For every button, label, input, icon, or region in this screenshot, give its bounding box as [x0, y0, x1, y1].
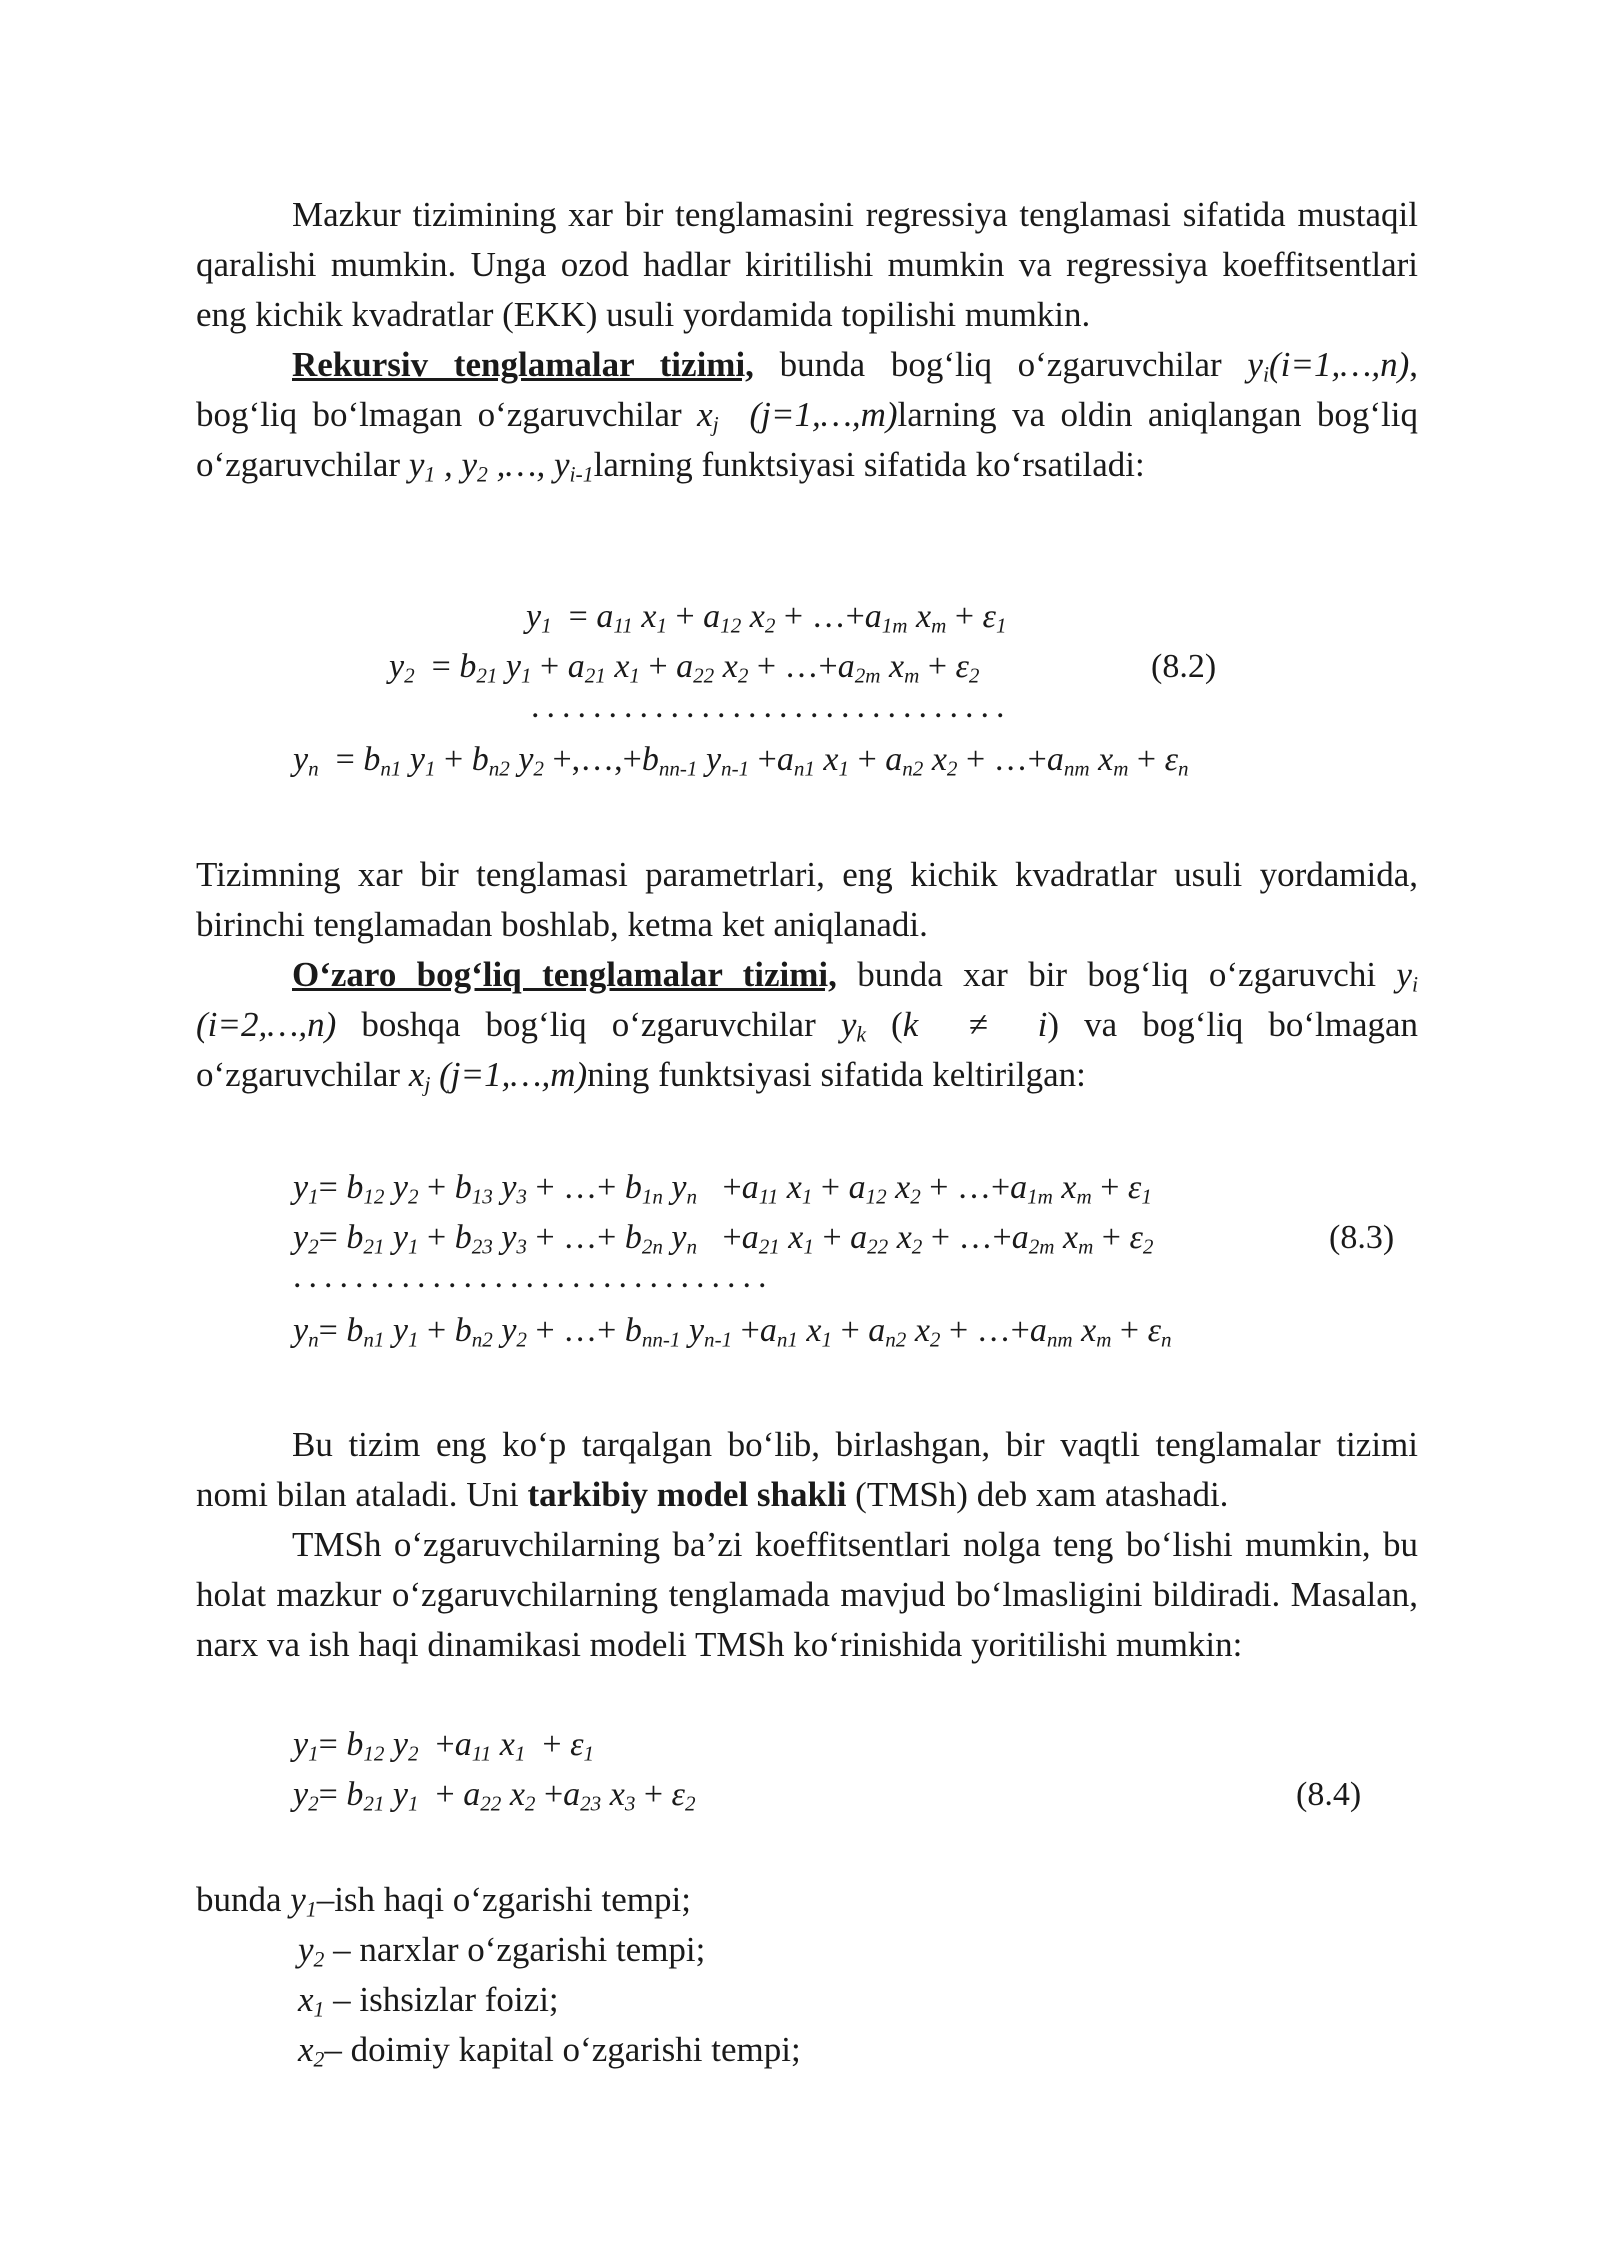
- paragraph-2: Rekursiv tenglamalar tizimi, bunda bog‘liq o‘zgaruvchilar $y_i(i=1,\dots,n)$, bog‘liq bo‘lmagan o‘zgaruvchilar $x_j$ (j=1,…,m)larning va oldin aniqlangan bog‘liq o‘zgaruvchilar $y_1$ , $y_2$ ,…, $y_{i-1}larning$ funktsiyasi sifatida ko‘rsatiladi:: [196, 345, 1418, 487]
- equation-8-2-row-1: $y_1 = a_{11}$ $x_1 + a_{12}$ $x_2$ + $\dots+a_{1m}$ $x_m + \varepsilon_1$: [526, 598, 1007, 638]
- paragraph-6: TMSh o‘zgaruvchilarning ba’zi koeffitsentlari nolga teng bo‘lishi mumkin, bu holat mazkur o‘zgaruvchilarning tenglamada mavjud bo‘lmasligini bildiradi. Masalan, narx va ish haqi dinamikasi modeli TMSh ko‘rinishida yoritilishi mumkin:: [196, 1525, 1418, 1664]
- equation-8-2-row-n: $y_n = b_{n1}$ $y_1 + b_{n2}$ $y_2$ $+,\dots,+b_{nn-1}$ $y_{n-1} +a_{n1}$ $x_1 + a_{n2}$ $x_2$ + $\dots+a_{nm}$ $x_m + \varepsilon_n$: [293, 741, 1189, 781]
- definition-y1: bunda $y_1$–ish haqi o‘zgarishi tempi;: [196, 1880, 691, 1922]
- definition-x1: $x_1$ – ishsizlar foizi;: [298, 1980, 559, 2022]
- equation-8-4-row-1: $y_1= b_{12}$ $y_2 +a_{11}$ $x_1 + \varepsilon_1$: [293, 1726, 595, 1766]
- heading-recursive-system: Rekursiv tenglamalar tizimi,: [292, 345, 754, 384]
- paragraph-5: Bu tizim eng ko‘p tarqalgan bo‘lib, birlashgan, bir vaqtli tenglamalar tizimi nomi bilan ataladi. Uni tarkibiy model shakli (TMSh) deb xam atashadi.: [196, 1425, 1418, 1514]
- definition-y2: $y_2$ – narxlar o‘zgarishi tempi;: [298, 1930, 706, 1972]
- equation-8-4-row-2: $y_2= b_{21}$ $y_1 + a_{22}$ $x_2 +a_{23}$ $x_3 + \varepsilon_2$: [293, 1776, 696, 1816]
- equation-label-8-3: (8.3): [1329, 1219, 1395, 1256]
- definition-x2: $x_2-$ doimiy kapital o‘zgarishi tempi;: [298, 2030, 801, 2072]
- term-structural-model: tarkibiy model shakli: [527, 1475, 847, 1514]
- paragraph-4: O‘zaro bog‘liq tenglamalar tizimi, bunda xar bir bog‘liq o‘zgaruvchi $y_i$ (i=2,…,n) boshqa bog‘liq o‘zgaruvchilar $y_k$ (k ≠ i) va bog‘liq bo‘lmagan o‘zgaruvchilar $x_j$ (j=1,…,m)ning funktsiyasi sifatida keltirilgan:: [196, 955, 1419, 1097]
- paragraph-3: Tizimning xar bir tenglamasi parametrlari, eng kichik kvadratlar usuli yordamida, birinchi tenglamadan boshlab, ketma ket aniqlanadi.: [196, 855, 1418, 944]
- equation-8-3-row-2: $y_2= b_{21}$ $y_1 + b_{23}$ $y_3$ + …+ $b_{2n}$ $y_n$ $+a_{21}$ $x_1 + a_{22}$ $x_2$ + $\dots+a_{2m}$ $x_m + \varepsilon_2$: [293, 1219, 1154, 1259]
- equation-8-2-row-2: $y_2 = b_{21}$ $y_1 + a_{21}$ $x_1 + a_{22}$ $x_2$ + $\dots+a_{2m}$ $x_m + \varepsilon_2$: [389, 648, 980, 688]
- equation-label-8-2: (8.2): [1151, 648, 1217, 685]
- equation-8-2-ellipsis: ...............................: [531, 688, 1012, 725]
- equation-label-8-4: (8.4): [1296, 1776, 1362, 1813]
- paragraph-1: Mazkur tizimining xar bir tenglamasini regressiya tenglamasi sifatida mustaqil qaralishi mumkin. Unga ozod hadlar kiritilishi mumkin va regressiya koeffitsentlari eng kichik kvadratlar (EKK) usuli yordamida topilishi mumkin.: [196, 195, 1418, 334]
- equation-8-3-row-1: $y_1= b_{12}$ $y_2 + b_{13}$ $y_3$ + …+ $b_{1n}$ $y_n$ $+a_{11}$ $x_1 + a_{12}$ $x_2$ + $\dots+a_{1m}$ $x_m + \varepsilon_1$: [293, 1169, 1152, 1209]
- equation-8-3-ellipsis: ...............................: [293, 1258, 774, 1295]
- equation-8-3-row-n: $y_n= b_{n1}$ $y_1 + b_{n2}$ $y_2$ + …+ $b_{nn-1}$ $y_{n-1} +a_{n1}$ $x_1 + a_{n2}$ $x_2$ + $\dots+a_{nm}$ $x_m + \varepsilon_n$: [293, 1312, 1172, 1352]
- heading-interdependent-system: O‘zaro bog‘liq tenglamalar tizimi,: [292, 955, 837, 994]
